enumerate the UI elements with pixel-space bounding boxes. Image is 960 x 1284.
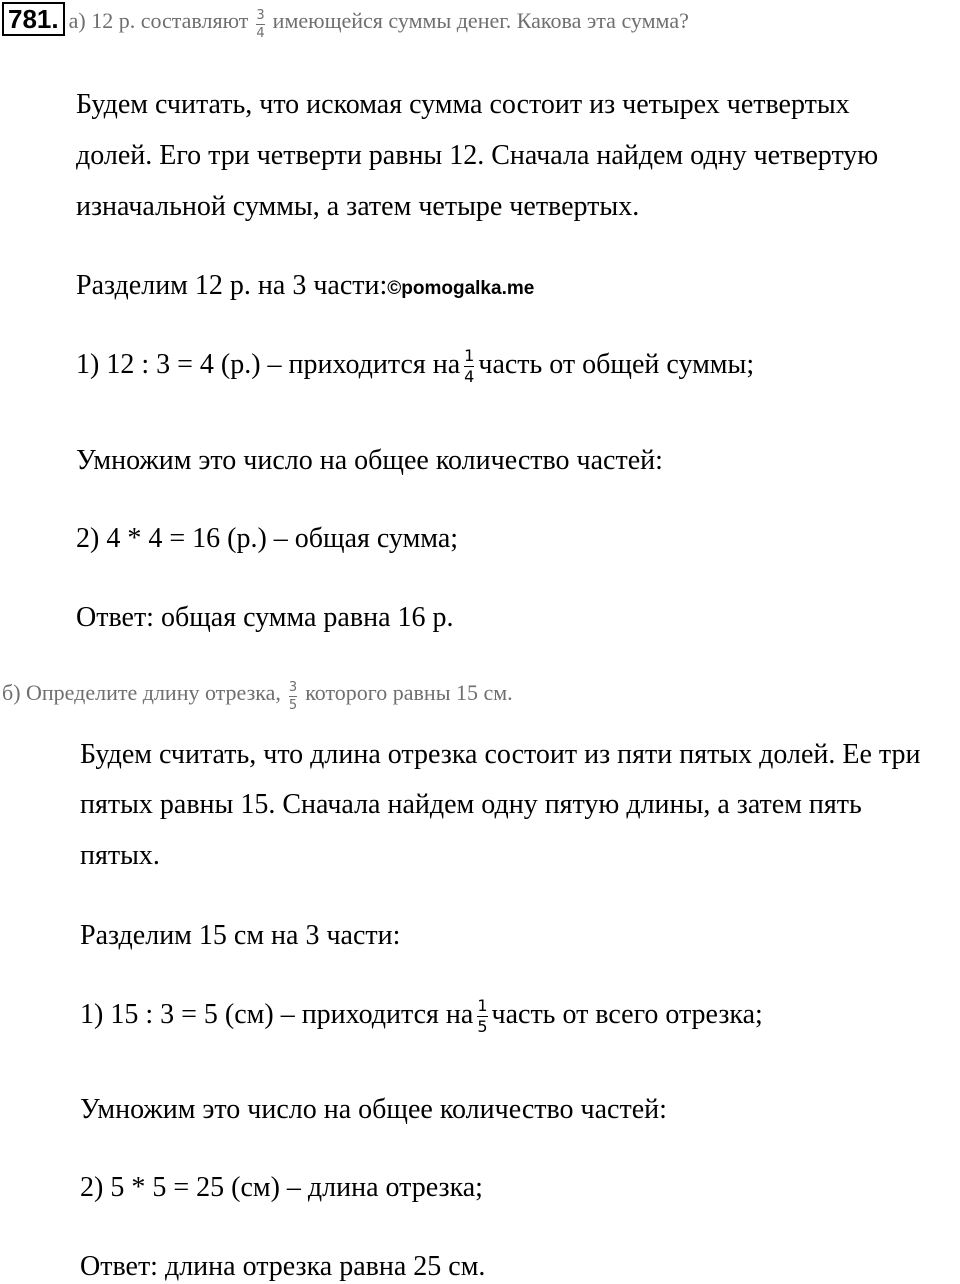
part-a-condition-fraction <box>256 9 264 40</box>
part-b-step-1-suffix: часть от всего отрезка; <box>491 998 763 1030</box>
part-b-condition-suffix: которого равны 15 см. <box>305 680 513 705</box>
part-b-answer: Ответ: длина отрезка равна 25 см. <box>80 1251 486 1282</box>
fraction-bar <box>289 696 297 697</box>
problem-number: 781. <box>2 2 65 36</box>
part-b-step-1-prefix: 1) 15 : 3 = 5 (см) – приходится на <box>80 998 474 1030</box>
part-a-explanation-line-2: долей. Его три четверти равны 12. Сначала найдем одну четвертую <box>76 140 879 171</box>
fraction-denominator: 4 <box>256 25 265 41</box>
part-a-condition-suffix: имеющейся суммы денег. Какова эта сумма? <box>272 8 689 33</box>
part-b-step-1-fraction <box>477 998 487 1035</box>
part-b-multiply-text: Умножим это число на общее количество частей: <box>80 1094 667 1125</box>
part-b-divide-text: Разделим 15 см на 3 части: <box>80 920 401 951</box>
fraction-denominator: 5 <box>477 1017 488 1036</box>
fraction-denominator: 4 <box>464 367 475 386</box>
fraction-numerator: 3 <box>288 679 298 695</box>
part-a-step-2: 2) 4 * 4 = 16 (р.) – общая сумма; <box>76 523 459 554</box>
watermark: ©pomogalka.me <box>387 278 535 299</box>
part-b-explanation-line-1: Будем считать, что длина отрезка состоит из пяти пятых долей. Ее три <box>80 739 921 770</box>
part-a-step-1 <box>76 348 754 385</box>
part-b-step-1 <box>80 998 763 1035</box>
fraction-denominator: 5 <box>288 697 298 713</box>
fraction-numerator: 3 <box>256 7 265 23</box>
fraction-numerator: 1 <box>477 996 488 1015</box>
part-a-answer: Ответ: общая сумма равна 16 р. <box>76 602 454 633</box>
fraction-numerator: 1 <box>464 346 475 365</box>
part-a-divide-line <box>76 272 534 300</box>
part-a-condition <box>2 2 689 40</box>
part-b-condition-prefix: б) Определите длину отрезка, <box>2 680 281 705</box>
part-a-step-1-suffix: часть от общей суммы; <box>478 348 755 380</box>
part-b-explanation-line-2: пятых равны 15. Сначала найдем одну пятую длины, а затем пять <box>80 789 862 820</box>
part-a-divide-text: Разделим 12 р. на 3 части: <box>76 270 388 301</box>
part-b-condition <box>2 680 513 712</box>
part-a-multiply-text: Умножим это число на общее количество частей: <box>76 445 663 476</box>
part-a-explanation-line-1: Будем считать, что искомая сумма состоит из четырех четвертых <box>76 89 850 120</box>
part-b-explanation-line-3: пятых. <box>80 840 160 871</box>
part-a-step-1-prefix: 1) 12 : 3 = 4 (р.) – приходится на <box>76 348 461 380</box>
part-b-condition-fraction <box>289 681 297 712</box>
part-b-step-2: 2) 5 * 5 = 25 (см) – длина отрезка; <box>80 1172 483 1203</box>
part-a-explanation-line-3: изначальной суммы, а затем четыре четвертых. <box>76 191 640 222</box>
part-a-condition-prefix: а) 12 р. составляют <box>68 8 249 33</box>
part-a-step-1-fraction <box>464 348 474 385</box>
fraction-bar <box>256 24 264 25</box>
